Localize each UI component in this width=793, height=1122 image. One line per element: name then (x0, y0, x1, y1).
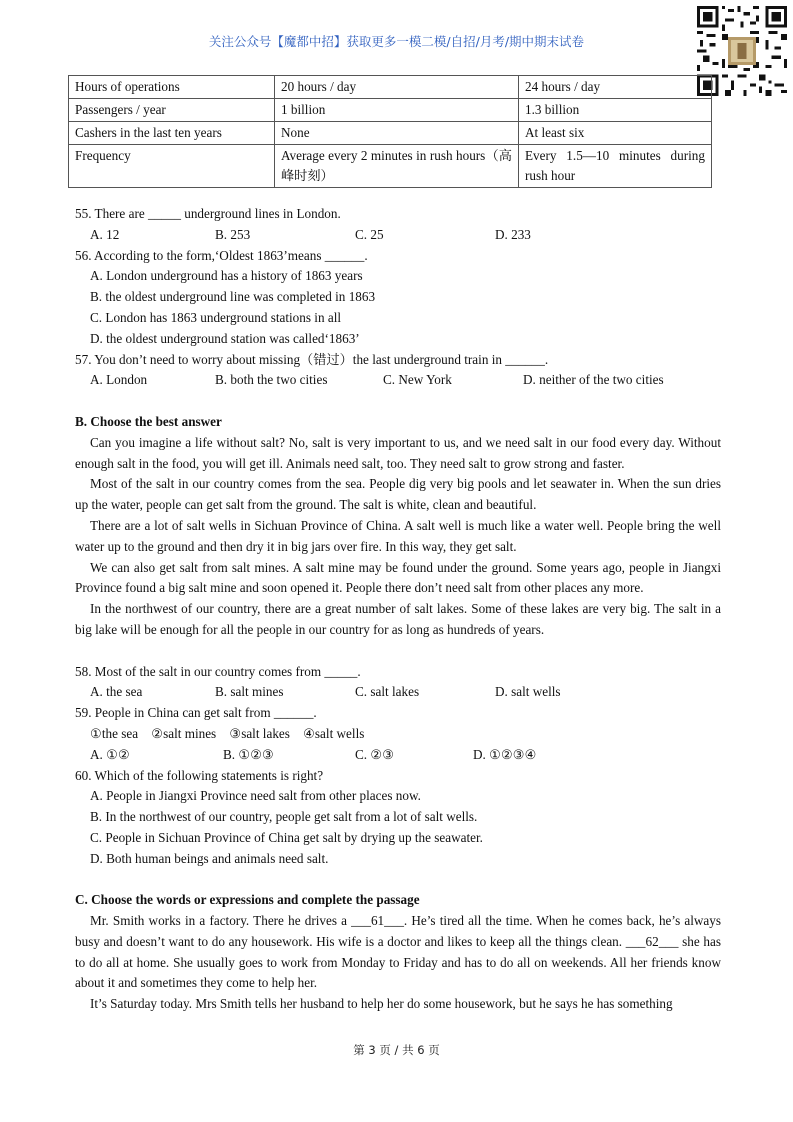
option-b: B. the oldest underground line was completed in 1863 (90, 289, 376, 305)
option-a: A. People in Jiangxi Province need salt from other places now. (90, 788, 421, 804)
option-c: C. People in Sichuan Province of China get salt by drying up the seawater. (90, 829, 483, 845)
table-cell: None (275, 122, 519, 145)
option-c: C. ②③ (355, 746, 395, 762)
header-banner: 关注公众号【魔都中招】获取更多一模二模/自招/月考/期中期末试卷 (208, 34, 585, 49)
option-d: D. ①②③④ (473, 746, 537, 762)
option-b: B. ①②③ (223, 746, 274, 762)
option-d: D. 233 (495, 226, 531, 242)
option-a: A. ①② (90, 746, 130, 762)
option-c: C. New York (383, 372, 452, 388)
passage-paragraph: Mr. Smith works in a factory. There he drives a ___61___. He’s tired all the time. When he comes back, he’s always busy and doesn’t want to do any housework. His wife is a doctor and likes to keep all the things clean. ___62___ she has to do all at home. She usually goes to work from Monday to Friday and has to do all on weekends. All her friends know about it and sometimes they come to help her. (75, 913, 721, 991)
question-59-options (75, 745, 721, 766)
option-c: C. London has 1863 underground stations in all (90, 309, 342, 325)
section-b-title: B. Choose the best answer (75, 413, 222, 429)
question-59-choices: ①the sea ②salt mines ③salt lakes ④salt wells (90, 725, 365, 741)
option-d: D. neither of the two cities (523, 372, 664, 388)
question-60-stem: 60. Which of the following statements is right? (75, 767, 324, 783)
option-a: A. London (90, 372, 148, 388)
table-cell: 1 billion (275, 99, 519, 122)
question-58-options (75, 682, 721, 703)
table-row (69, 99, 712, 122)
option-b: B. In the northwest of our country, people get salt from a lot of salt wells. (90, 809, 478, 825)
comparison-table (68, 75, 712, 188)
table-cell: 24 hours / day (519, 76, 712, 99)
question-57-stem: 57. You don’t need to worry about missing（错过）the last underground train in ______. (75, 351, 549, 367)
table-cell: Every 1.5—10 minutes during rush hour (519, 145, 712, 188)
question-59-stem: 59. People in China can get salt from ______. (75, 705, 317, 721)
table-row (69, 76, 712, 99)
passage-paragraph: There are a lot of salt wells in Sichuan Province of China. A salt well is much like a water well. People bring the well water up to the ground and then dry it in big jars over fire. In this way, they get salt. (75, 517, 721, 554)
passage-paragraph: Can you imagine a life without salt? No, salt is very important to us, and we need salt in our food every day. Without enough salt in the food, you will get ill. Animals need salt, too. They need salt to grow strong and faster. (75, 434, 721, 471)
option-b: B. 253 (215, 226, 251, 242)
question-57-options (75, 370, 721, 391)
table-row (69, 122, 712, 145)
passage-paragraph: It’s Saturday today. Mrs Smith tells her husband to help her do some housework, but he says he has something (90, 996, 673, 1012)
option-c: C. salt lakes (355, 684, 420, 700)
page-footer: 第 3 页 / 共 6 页 (353, 1043, 440, 1057)
passage-paragraph: Most of the salt in our country comes from the sea. People dig very big pools and let seawater in. When the sun dries up the water, people can get salt from the ground. The salt is white, clean and beautiful. (75, 476, 721, 513)
section-c-title: C. Choose the words or expressions and complete the passage (75, 892, 420, 908)
table-cell: Hours of operations (69, 76, 275, 99)
table-row (69, 145, 712, 188)
option-b: B. both the two cities (215, 372, 328, 388)
option-d: D. salt wells (495, 684, 561, 700)
option-b: B. salt mines (215, 684, 284, 700)
table-cell: Frequency (69, 145, 275, 188)
question-58-stem: 58. Most of the salt in our country comes from _____. (75, 663, 361, 679)
table-cell: 1.3 billion (519, 99, 712, 122)
table-cell: Average every 2 minutes in rush hours（高峰时刻） (275, 145, 519, 188)
option-a: A. London underground has a history of 1863 years (90, 268, 363, 284)
option-d: D. Both human beings and animals need salt. (90, 850, 329, 866)
question-55-stem: 55. There are _____ underground lines in London. (75, 206, 341, 221)
passage-paragraph: In the northwest of our country, there are a great number of salt lakes. Some of these lakes are very big. The salt in a big lake will be enough for all the people in our country for as long as hundreds of years. (75, 601, 721, 637)
question-56-stem: 56. According to the form,‘Oldest 1863’means ______. (75, 247, 368, 263)
option-a: A. 12 (90, 226, 120, 242)
table-cell: Cashers in the last ten years (69, 122, 275, 145)
table-cell: Passengers / year (69, 99, 275, 122)
exam-content (75, 204, 721, 1015)
option-d: D. the oldest underground station was called‘1863’ (90, 330, 360, 346)
question-55-options (75, 225, 721, 246)
table-cell: 20 hours / day (275, 76, 519, 99)
option-a: A. the sea (90, 684, 143, 700)
passage-paragraph: We can also get salt from salt mines. A salt mine may be found under the ground. Some years ago, people in Jiangxi Province found a big salt mine and soon opened it. People there don’t need salt from other places any more. (75, 559, 721, 596)
table-cell: At least six (519, 122, 712, 145)
option-c: C. 25 (355, 226, 384, 242)
